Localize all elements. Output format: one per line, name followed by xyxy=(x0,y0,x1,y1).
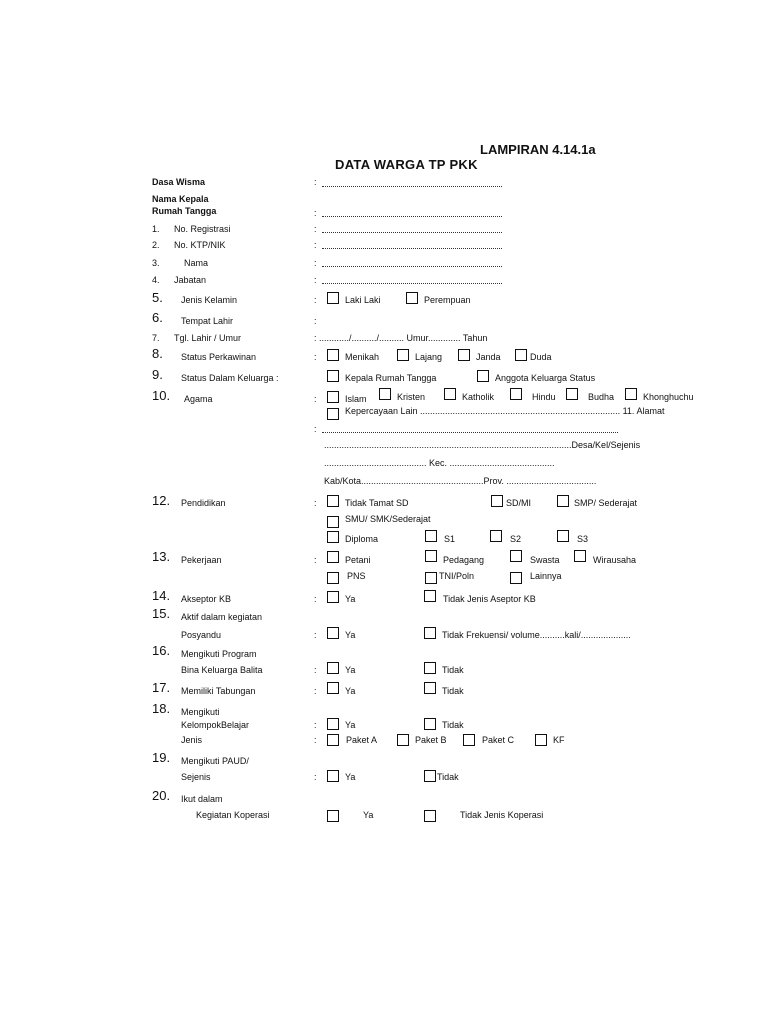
checkbox-s1[interactable] xyxy=(425,530,437,542)
option-katholik: Katholik xyxy=(462,392,495,402)
option-swasta: Swasta xyxy=(530,555,560,565)
colon: : xyxy=(314,772,317,782)
option-wirausaha: Wirausaha xyxy=(593,555,637,565)
option-s1: S1 xyxy=(444,534,456,544)
colon: : xyxy=(314,665,317,675)
num-14: 14. xyxy=(152,588,171,603)
label-status-dalam-keluarga: Status Dalam Keluarga : xyxy=(181,373,279,383)
label-jenis-kelamin: Jenis Kelamin xyxy=(181,295,238,305)
colon: : xyxy=(314,224,317,234)
label-dasa-wisma: Dasa Wisma xyxy=(152,177,205,187)
option-kepala-rumah-tangga: Kepala Rumah Tangga xyxy=(345,373,437,383)
checkbox-diploma[interactable] xyxy=(327,531,339,543)
option-duda: Duda xyxy=(530,352,552,362)
label-no-registrasi: No. Registrasi xyxy=(174,224,231,234)
input-tgl-lahir-umur[interactable]: : ............/........../.......... Umur............. Tahun xyxy=(314,333,488,343)
input-kecamatan[interactable]: ......................................... Kec. .......................................... xyxy=(324,458,555,468)
option-tabungan-ya: Ya xyxy=(345,686,356,696)
option-menikah: Menikah xyxy=(345,352,380,362)
label-jenis: Jenis xyxy=(181,735,203,745)
checkbox-s2[interactable] xyxy=(490,530,502,542)
option-tabungan-tidak: Tidak xyxy=(442,686,464,696)
label-tgl-lahir: Tgl. Lahir / Umur xyxy=(174,333,242,343)
label-akseptor-kb: Akseptor KB xyxy=(181,594,232,604)
checkbox-islam[interactable] xyxy=(327,391,339,403)
checkbox-lajang[interactable] xyxy=(397,349,409,361)
option-tni-poln: TNI/Poln xyxy=(439,571,475,581)
checkbox-posyandu-tidak[interactable] xyxy=(424,627,436,639)
checkbox-posyandu-ya[interactable] xyxy=(327,627,339,639)
num-3: 3. xyxy=(152,258,160,268)
num-9: 9. xyxy=(152,367,163,382)
label-rumah-tangga: Rumah Tangga xyxy=(152,206,217,216)
option-paket-c: Paket C xyxy=(482,735,515,745)
label-tempat-lahir: Tempat Lahir xyxy=(181,316,234,326)
option-diploma: Diploma xyxy=(345,534,379,544)
checkbox-anggota-keluarga[interactable] xyxy=(477,370,489,382)
num-17: 17. xyxy=(152,680,171,695)
option-akseptor-tidak: Tidak Jenis Aseptor KB xyxy=(443,594,536,604)
colon: : xyxy=(314,394,317,404)
checkbox-paket-b[interactable] xyxy=(397,734,409,746)
option-khonghuchu: Khonghuchu xyxy=(643,392,694,402)
num-6: 6. xyxy=(152,310,163,325)
checkbox-khonghuchu[interactable] xyxy=(625,388,637,400)
colon: : xyxy=(314,720,317,730)
num-20: 20. xyxy=(152,788,171,803)
option-lajang: Lajang xyxy=(415,352,443,362)
checkbox-laki-laki[interactable] xyxy=(327,292,339,304)
checkbox-janda[interactable] xyxy=(458,349,470,361)
checkbox-menikah[interactable] xyxy=(327,349,339,361)
option-paud-tidak: Tidak xyxy=(437,772,459,782)
label-no-ktp: No. KTP/NIK xyxy=(174,240,226,250)
label-mengikuti-program: Mengikuti Program xyxy=(181,649,257,659)
colon: : xyxy=(314,352,317,362)
option-paket-a: Paket A xyxy=(346,735,378,745)
colon: : xyxy=(314,275,317,285)
num-2: 2. xyxy=(152,240,160,250)
label-kelompok-belajar: KelompokBelajar xyxy=(181,720,250,730)
checkbox-perempuan[interactable] xyxy=(406,292,418,304)
label-pekerjaan: Pekerjaan xyxy=(181,555,222,565)
num-8: 8. xyxy=(152,346,163,361)
option-bkb-tidak: Tidak xyxy=(442,665,464,675)
colon: : xyxy=(314,498,317,508)
input-no-registrasi[interactable] xyxy=(322,232,502,233)
checkbox-tni-poln[interactable] xyxy=(425,572,437,584)
option-hindu: Hindu xyxy=(532,392,556,402)
label-agama: Agama xyxy=(184,394,213,404)
colon: : xyxy=(314,424,317,434)
label-sejenis: Sejenis xyxy=(181,772,211,782)
option-s2: S2 xyxy=(510,534,522,544)
num-16: 16. xyxy=(152,643,171,658)
checkbox-budha[interactable] xyxy=(566,388,578,400)
colon: : xyxy=(314,208,317,218)
checkbox-kf[interactable] xyxy=(535,734,547,746)
checkbox-sd-mi[interactable] xyxy=(491,495,503,507)
option-pns: PNS xyxy=(347,571,366,581)
num-1: 1. xyxy=(152,224,160,234)
option-paud-ya: Ya xyxy=(345,772,356,782)
checkbox-akseptor-ya[interactable] xyxy=(327,591,339,603)
option-koperasi-ya: Ya xyxy=(363,810,374,820)
num-7: 7. xyxy=(152,333,160,343)
option-tidak-tamat-sd: Tidak Tamat SD xyxy=(345,498,409,508)
label-status-perkawinan: Status Perkawinan xyxy=(181,352,257,362)
colon: : xyxy=(314,555,317,565)
option-akseptor-ya: Ya xyxy=(345,594,356,604)
checkbox-s3[interactable] xyxy=(557,530,569,542)
checkbox-bkb-tidak[interactable] xyxy=(424,662,436,674)
checkbox-tabungan-ya[interactable] xyxy=(327,682,339,694)
checkbox-katholik[interactable] xyxy=(444,388,456,400)
checkbox-akseptor-tidak[interactable] xyxy=(424,590,436,602)
checkbox-duda[interactable] xyxy=(515,349,527,361)
checkbox-kristen[interactable] xyxy=(379,388,391,400)
colon: : xyxy=(314,258,317,268)
form-title: DATA WARGA TP PKK xyxy=(335,157,478,172)
checkbox-petani[interactable] xyxy=(327,551,339,563)
checkbox-kepala-rumah-tangga[interactable] xyxy=(327,370,339,382)
colon: : xyxy=(314,686,317,696)
num-18: 18. xyxy=(152,701,171,716)
checkbox-bkb-ya[interactable] xyxy=(327,662,339,674)
input-jabatan[interactable] xyxy=(322,283,502,284)
option-kf: KF xyxy=(553,735,565,745)
option-kristen: Kristen xyxy=(397,392,426,402)
checkbox-wirausaha[interactable] xyxy=(574,550,586,562)
checkbox-smp[interactable] xyxy=(557,495,569,507)
num-19: 19. xyxy=(152,750,171,765)
option-smp: SMP/ Sederajat xyxy=(574,498,638,508)
option-sd-mi: SD/MI xyxy=(506,498,532,508)
checkbox-tabungan-tidak[interactable] xyxy=(424,682,436,694)
label-aktif-kegiatan: Aktif dalam kegiatan xyxy=(181,612,263,622)
label-mengikuti-paud: Mengikuti PAUD/ xyxy=(181,756,249,766)
checkbox-koperasi-ya[interactable] xyxy=(327,810,339,822)
num-10: 10. xyxy=(152,388,171,403)
option-kelompok-ya: Ya xyxy=(345,720,356,730)
option-janda: Janda xyxy=(476,352,501,362)
checkbox-smu-smk[interactable] xyxy=(327,516,339,528)
input-no-ktp[interactable] xyxy=(322,248,502,249)
option-lainnya: Lainnya xyxy=(530,571,562,581)
checkbox-paket-c[interactable] xyxy=(463,734,475,746)
label-mengikuti: Mengikuti xyxy=(181,707,220,717)
input-alamat[interactable] xyxy=(322,432,618,433)
option-anggota-keluarga: Anggota Keluarga Status xyxy=(495,373,596,383)
colon: : xyxy=(314,295,317,305)
colon: : xyxy=(314,594,317,604)
label-jabatan: Jabatan xyxy=(174,275,207,285)
colon: : xyxy=(314,177,317,187)
checkbox-hindu[interactable] xyxy=(510,388,522,400)
option-bkb-ya: Ya xyxy=(345,665,356,675)
input-kab-prov[interactable]: Kab/Kota.................................................Prov. .................................... xyxy=(324,476,597,486)
option-paket-b: Paket B xyxy=(415,735,447,745)
label-pendidikan: Pendidikan xyxy=(181,498,226,508)
label-ikut-dalam: Ikut dalam xyxy=(181,794,223,804)
num-15: 15. xyxy=(152,606,171,621)
num-4: 4. xyxy=(152,275,160,285)
checkbox-paud-ya[interactable] xyxy=(327,770,339,782)
option-posyandu-tidak: Tidak Frekuensi/ volume..........kali/.................... xyxy=(442,630,631,640)
option-koperasi-tidak: Tidak Jenis Koperasi xyxy=(460,810,544,820)
colon: : xyxy=(314,316,317,326)
checkbox-pns[interactable] xyxy=(327,572,339,584)
input-nama[interactable] xyxy=(322,266,502,267)
checkbox-paud-tidak[interactable] xyxy=(424,770,436,782)
checkbox-swasta[interactable] xyxy=(510,550,522,562)
checkbox-koperasi-tidak[interactable] xyxy=(424,810,436,822)
option-budha: Budha xyxy=(588,392,615,402)
input-desa-kel[interactable]: ...................................................................................................Desa/Kel/Sejenis xyxy=(324,440,641,450)
input-dasa-wisma[interactable] xyxy=(322,186,502,187)
option-pedagang: Pedagang xyxy=(443,555,485,565)
lampiran-label: LAMPIRAN 4.14.1a xyxy=(480,142,596,157)
colon: : xyxy=(314,630,317,640)
option-islam: Islam xyxy=(345,394,367,404)
num-12: 12. xyxy=(152,493,171,508)
option-posyandu-ya: Ya xyxy=(345,630,356,640)
label-posyandu: Posyandu xyxy=(181,630,222,640)
colon: : xyxy=(314,735,317,745)
label-nama: Nama xyxy=(184,258,209,268)
num-5: 5. xyxy=(152,290,163,305)
option-s3: S3 xyxy=(577,534,589,544)
num-13: 13. xyxy=(152,549,171,564)
option-kepercayaan-lain: Kepercayaan Lain ................................................................................ 11. Alamat xyxy=(345,406,665,416)
checkbox-tidak-tamat-sd[interactable] xyxy=(327,495,339,507)
label-nama-kepala: Nama Kepala xyxy=(152,194,209,204)
label-bina-keluarga-balita: Bina Keluarga Balita xyxy=(181,665,263,675)
input-nama-kepala[interactable] xyxy=(322,216,502,217)
option-laki-laki: Laki Laki xyxy=(345,295,381,305)
checkbox-lainnya[interactable] xyxy=(510,572,522,584)
checkbox-pedagang[interactable] xyxy=(425,550,437,562)
label-memiliki-tabungan: Memiliki Tabungan xyxy=(181,686,256,696)
option-kelompok-tidak: Tidak xyxy=(442,720,464,730)
checkbox-paket-a[interactable] xyxy=(327,734,339,746)
option-perempuan: Perempuan xyxy=(424,295,471,305)
colon: : xyxy=(314,240,317,250)
option-smu-smk: SMU/ SMK/Sederajat xyxy=(345,514,431,524)
label-kegiatan-koperasi: Kegiatan Koperasi xyxy=(196,810,270,820)
checkbox-kelompok-tidak[interactable] xyxy=(424,718,436,730)
option-petani: Petani xyxy=(345,555,371,565)
checkbox-kelompok-ya[interactable] xyxy=(327,718,339,730)
checkbox-kepercayaan-lain[interactable] xyxy=(327,408,339,420)
